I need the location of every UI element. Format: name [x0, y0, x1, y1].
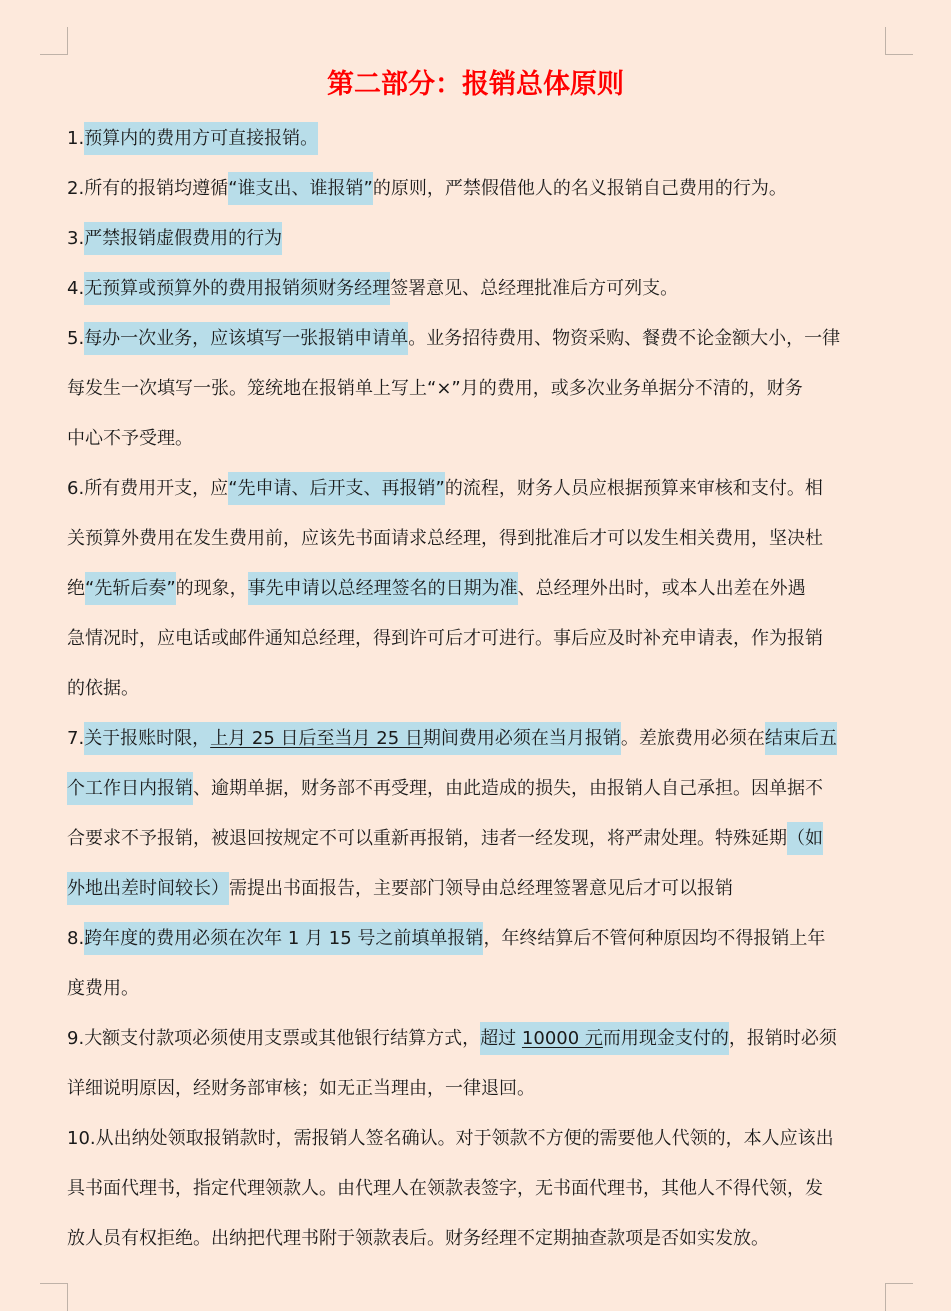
text-segment: 签署意见、总经理批准后方可列支。 [390, 278, 679, 299]
list-item [67, 464, 887, 714]
text-line [67, 764, 887, 814]
text-segment: 合要求不予报销，被退回按规定不可以重新再报销，违者一经发现，将严肃处理。特殊延期 [67, 828, 787, 849]
page-corner-mark-top-left [40, 27, 68, 55]
text-segment: 的原则，严禁假借他人的名义报销自己费用的行为。 [372, 178, 787, 199]
item-number: 8. [67, 928, 85, 949]
text-line [67, 914, 887, 964]
list-item [67, 914, 887, 1014]
text-line [67, 864, 887, 914]
text-segment: 具书面代理书，指定代理领款人。由代理人在领款表签字，无书面代理书，其他人不得代领，发 [67, 1178, 823, 1199]
text-line [67, 1214, 887, 1264]
highlighted-text: “先斩后奏” [85, 572, 176, 605]
text-line [67, 614, 887, 664]
text-line [67, 564, 887, 614]
text-segment: ，年终结算后不管何种原因均不得报销上年 [483, 928, 826, 949]
text-segment: 的现象， [175, 578, 248, 599]
highlighted-text: 个工作日内报销 [67, 772, 193, 805]
item-number: 5. [67, 328, 85, 349]
highlighted-text: 10000 元 [522, 1022, 603, 1055]
text-line [67, 414, 887, 464]
highlighted-text: 而用现金支付的 [603, 1022, 729, 1055]
text-line [67, 714, 887, 764]
text-segment: ，报销时必须 [728, 1028, 837, 1049]
item-number: 7. [67, 728, 85, 749]
highlighted-text: 跨年度的费用必须在次年 1 月 15 号之前填单报销 [84, 922, 483, 955]
text-line [67, 364, 887, 414]
text-segment: 的流程，财务人员应根据预算来审核和支付。相 [444, 478, 823, 499]
text-line [67, 114, 887, 164]
text-line [67, 214, 887, 264]
text-segment: 所有的报销均遵循 [84, 178, 229, 199]
highlighted-text: “先申请、后开支、再报销” [228, 472, 445, 505]
text-line [67, 814, 887, 864]
highlighted-text: 外地出差时间较长） [67, 872, 229, 905]
highlighted-text: 超过 [480, 1022, 522, 1055]
item-number: 2. [67, 178, 85, 199]
page-title: 第二部分：报销总体原则 [327, 69, 624, 100]
text-segment: 关预算外费用在发生费用前，应该先书面请求总经理，得到批准后才可以发生相关费用，坚决杜 [67, 528, 823, 549]
highlighted-text: 严禁报销虚假费用的行为 [84, 222, 282, 255]
item-number: 6. [67, 478, 85, 499]
page-corner-mark-bottom-left [40, 1283, 68, 1311]
highlighted-text: 结束后五 [765, 722, 837, 755]
text-segment: 。差旅费用必须在 [620, 728, 765, 749]
item-number: 4. [67, 278, 85, 299]
text-segment: 所有费用开支，应 [84, 478, 229, 499]
text-line [67, 1114, 887, 1164]
text-segment: 大额支付款项必须使用支票或其他银行结算方式， [84, 1028, 481, 1049]
list-item [67, 114, 887, 164]
item-number: 9. [67, 1028, 85, 1049]
text-line [67, 964, 887, 1014]
list-item [67, 1014, 887, 1114]
text-line [67, 314, 887, 364]
text-line [67, 1014, 887, 1064]
text-segment: 从出纳处领取报销款时，需报销人签名确认。对于领款不方便的需要他人代领的，本人应该出 [95, 1128, 834, 1149]
text-segment: 。业务招待费用、物资采购、餐费不论金额大小，一律 [408, 328, 841, 349]
text-segment: 急情况时，应电话或邮件通知总经理，得到许可后才可进行。事后应及时补充申请表，作为报销 [67, 628, 823, 649]
text-segment: 中心不予受理。 [67, 428, 193, 449]
highlighted-text: 事先申请以总经理签名的日期为准 [248, 572, 518, 605]
highlighted-text: 期间费用必须在当月报销 [423, 722, 621, 755]
item-number: 3. [67, 228, 85, 249]
highlighted-text: 无预算或预算外的费用报销须财务经理 [84, 272, 390, 305]
text-line [67, 1064, 887, 1114]
item-number: 10. [67, 1128, 96, 1149]
text-segment: 、逾期单据，财务部不再受理，由此造成的损失，由报销人自己承担。因单据不 [193, 778, 823, 799]
text-segment: 、总经理外出时，或本人出差在外遇 [517, 578, 806, 599]
document-body [67, 114, 887, 1264]
text-segment: 详细说明原因，经财务部审核；如无正当理由，一律退回。 [67, 1078, 535, 1099]
text-line [67, 664, 887, 714]
highlighted-text: （如 [787, 822, 823, 855]
list-item [67, 164, 887, 214]
list-item [67, 314, 887, 464]
text-line [67, 1164, 887, 1214]
page-corner-mark-bottom-right [885, 1283, 913, 1311]
text-line [67, 514, 887, 564]
text-line [67, 464, 887, 514]
page-corner-mark-top-right [885, 27, 913, 55]
text-segment: 需提出书面报告，主要部门领导由总经理签署意见后才可以报销 [229, 878, 733, 899]
list-item [67, 1114, 887, 1264]
highlighted-text: 每办一次业务，应该填写一张报销申请单 [84, 322, 408, 355]
text-line [67, 164, 887, 214]
text-segment: 的依据。 [67, 678, 139, 699]
list-item [67, 214, 887, 264]
list-item [67, 714, 887, 914]
highlighted-text: 关于报账时限， [84, 722, 210, 755]
highlighted-text: 预算内的费用方可直接报销。 [84, 122, 318, 155]
text-segment: 度费用。 [67, 978, 139, 999]
text-line [67, 264, 887, 314]
highlighted-text: 上月 25 日后至当月 25 日 [210, 722, 423, 755]
highlighted-text: “谁支出、谁报销” [228, 172, 373, 205]
text-segment: 放人员有权拒绝。出纳把代理书附于领款表后。财务经理不定期抽查款项是否如实发放。 [67, 1228, 769, 1249]
item-number: 1. [67, 128, 85, 149]
list-item [67, 264, 887, 314]
text-segment: 绝 [67, 578, 85, 599]
text-segment: 每发生一次填写一张。笼统地在报销单上写上“×”月的费用，或多次业务单据分不清的，财务 [67, 378, 803, 399]
